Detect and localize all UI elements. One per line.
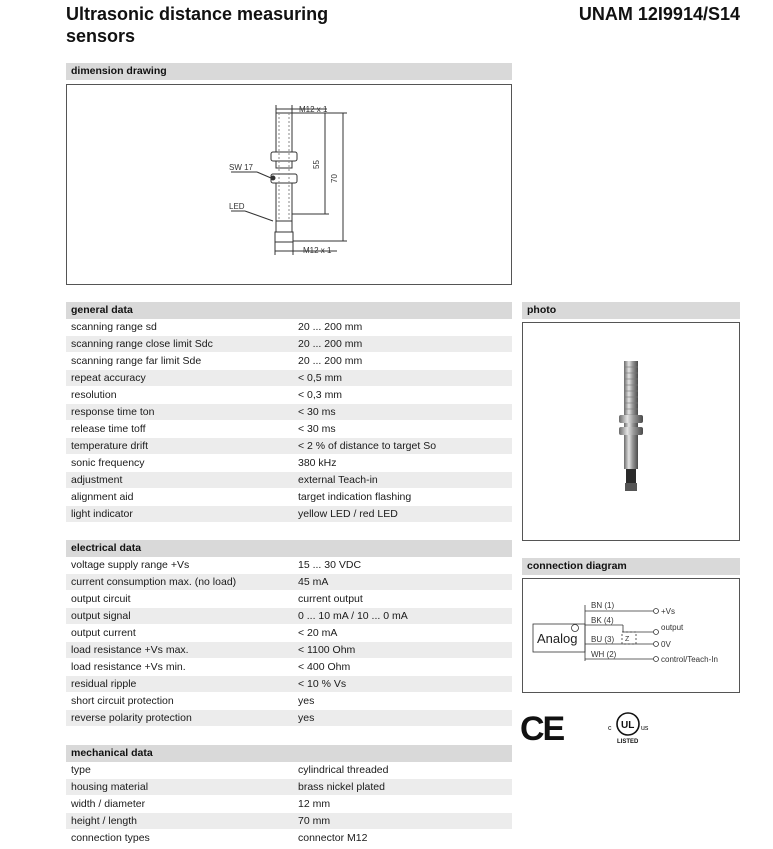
- wrench-size-label: SW 17: [229, 163, 254, 172]
- terminal-output-label: output: [661, 623, 684, 632]
- row-value: 20 ... 200 mm: [298, 321, 363, 333]
- wire-bk-label: BK (4): [591, 616, 614, 625]
- row-value: < 400 Ohm: [298, 661, 351, 673]
- dimension-drawing: [67, 85, 511, 284]
- table-row: [66, 625, 512, 642]
- analog-label: Analog: [537, 631, 578, 646]
- table-row: [66, 506, 512, 523]
- connection-diagram: [523, 579, 739, 692]
- table-row: [66, 574, 512, 591]
- table-row: [66, 608, 512, 625]
- table-row: [66, 591, 512, 608]
- row-key: sonic frequency: [71, 457, 145, 469]
- table-row: [66, 319, 512, 336]
- row-value: yellow LED / red LED: [298, 508, 398, 520]
- dimension-drawing-box: [66, 84, 512, 285]
- row-value: yes: [298, 695, 315, 707]
- row-key: residual ripple: [71, 678, 137, 690]
- row-value: < 1100 Ohm: [298, 644, 356, 656]
- table-row: [66, 830, 512, 847]
- row-value: < 30 ms: [298, 423, 336, 435]
- row-key: response time ton: [71, 406, 155, 418]
- dimension-drawing-heading: dimension drawing: [66, 63, 512, 80]
- row-value: 12 mm: [298, 798, 331, 810]
- table-row: [66, 421, 512, 438]
- table-row: [66, 387, 512, 404]
- terminal-zero-label: 0V: [661, 640, 671, 649]
- led-label: LED: [229, 202, 245, 211]
- ul-us-label: us: [641, 725, 649, 732]
- row-value: yes: [298, 712, 315, 724]
- row-key: scanning range close limit Sdc: [71, 338, 213, 350]
- table-row: [66, 438, 512, 455]
- mechanical-data-heading: mechanical data: [66, 745, 512, 762]
- table-row: [66, 489, 512, 506]
- row-value: 380 kHz: [298, 457, 337, 469]
- photo-box: [522, 322, 740, 541]
- thread-top-label: M12 x 1: [299, 105, 328, 114]
- row-value: < 10 % Vs: [298, 678, 347, 690]
- product-title: Ultrasonic distance measuring sensors: [66, 4, 329, 46]
- table-row: [66, 779, 512, 796]
- row-value: 20 ... 200 mm: [298, 338, 363, 350]
- table-row: [66, 659, 512, 676]
- table-row: [66, 353, 512, 370]
- sensor-photo: [523, 323, 739, 540]
- general-data-table: [66, 319, 512, 523]
- wire-bn-label: BN (1): [591, 601, 615, 610]
- terminal-control-label: control/Teach-In: [661, 655, 718, 664]
- row-key: output circuit: [71, 593, 131, 605]
- ce-mark: CE: [520, 710, 564, 748]
- row-value: < 2 % of distance to target So: [298, 440, 437, 452]
- row-key: voltage supply range +Vs: [71, 559, 190, 571]
- row-key: scanning range sd: [71, 321, 157, 333]
- table-row: [66, 813, 512, 830]
- terminal-vs-label: +Vs: [661, 607, 676, 616]
- row-key: temperature drift: [71, 440, 149, 452]
- row-value: connector M12: [298, 832, 368, 844]
- row-key: alignment aid: [71, 491, 134, 503]
- table-row: [66, 404, 512, 421]
- row-value: current output: [298, 593, 363, 605]
- table-row: [66, 557, 512, 574]
- ul-label: UL: [621, 720, 635, 731]
- row-value: < 0,3 mm: [298, 389, 343, 401]
- table-row: [66, 796, 512, 813]
- row-value: 0 ... 10 mA / 10 ... 0 mA: [298, 610, 408, 622]
- row-key: load resistance +Vs max.: [71, 644, 189, 656]
- row-key: output signal: [71, 610, 131, 622]
- row-value: < 20 mA: [298, 627, 338, 639]
- row-value: < 0,5 mm: [298, 372, 343, 384]
- row-key: repeat accuracy: [71, 372, 146, 384]
- row-key: light indicator: [71, 508, 133, 520]
- row-key: current consumption max. (no load): [71, 576, 237, 588]
- row-value: target indication flashing: [298, 491, 412, 503]
- row-key: short circuit protection: [71, 695, 174, 707]
- table-row: [66, 370, 512, 387]
- general-data-heading: general data: [66, 302, 512, 319]
- table-row: [66, 336, 512, 353]
- table-row: [66, 676, 512, 693]
- electrical-data-heading: electrical data: [66, 540, 512, 557]
- table-row: [66, 693, 512, 710]
- row-key: load resistance +Vs min.: [71, 661, 186, 673]
- row-value: 45 mA: [298, 576, 329, 588]
- row-value: external Teach-in: [298, 474, 378, 486]
- ul-c-label: c: [608, 725, 612, 732]
- table-row: [66, 642, 512, 659]
- dim-55-label: 55: [312, 160, 321, 169]
- row-value: 15 ... 30 VDC: [298, 559, 362, 571]
- row-key: scanning range far limit Sde: [71, 355, 202, 367]
- row-key: height / length: [71, 815, 137, 827]
- wire-wh-label: WH (2): [591, 650, 617, 659]
- table-row: [66, 762, 512, 779]
- connection-diagram-heading: connection diagram: [522, 558, 740, 575]
- row-value: cylindrical threaded: [298, 764, 389, 776]
- electrical-data-table: [66, 557, 512, 727]
- row-value: 20 ... 200 mm: [298, 355, 363, 367]
- row-key: type: [71, 764, 91, 776]
- row-key: width / diameter: [71, 798, 146, 810]
- row-key: output current: [71, 627, 136, 639]
- mechanical-data-table: [66, 762, 512, 847]
- ul-listed-mark: [606, 710, 658, 746]
- connection-diagram-box: [522, 578, 740, 693]
- row-key: connection types: [71, 832, 150, 844]
- ul-listed-label: LISTED: [617, 739, 639, 745]
- thread-bottom-label: M12 x 1: [303, 246, 332, 255]
- row-key: release time toff: [71, 423, 146, 435]
- model-number: UNAM 12I9914/S14: [578, 4, 740, 24]
- table-row: [66, 472, 512, 489]
- photo-heading: photo: [522, 302, 740, 319]
- table-row: [66, 710, 512, 727]
- table-row: [66, 455, 512, 472]
- row-key: housing material: [71, 781, 149, 793]
- row-value: brass nickel plated: [298, 781, 385, 793]
- row-key: adjustment: [71, 474, 123, 486]
- dim-70-label: 70: [330, 174, 339, 183]
- row-key: resolution: [71, 389, 117, 401]
- row-key: reverse polarity protection: [71, 712, 192, 724]
- wire-bu-label: BU (3): [591, 635, 615, 644]
- row-value: < 30 ms: [298, 406, 336, 418]
- row-value: 70 mm: [298, 815, 331, 827]
- load-symbol-label: Z: [625, 636, 630, 643]
